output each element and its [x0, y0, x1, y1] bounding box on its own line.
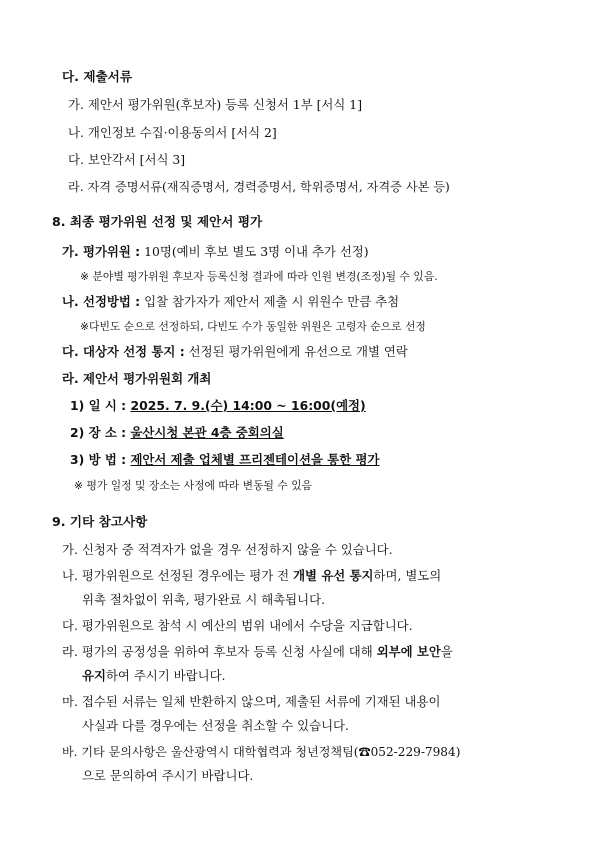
place-label: 2) 장 소 :: [70, 425, 127, 440]
note-na-text-a: 나. 평가위원으로 선정된 경우에는 평가 전: [62, 568, 294, 583]
note-na-text-c: 하며, 별도의: [373, 568, 442, 583]
notification-line: [62, 344, 408, 360]
note-ra-text-a: 라. 평가의 공정성을 위하여 후보자 등록 신청 사실에 대해: [62, 644, 377, 659]
note-ra-emphasis-2: 유지: [82, 668, 106, 683]
selection-method-line: [62, 294, 399, 310]
schedule-label: 1) 일 시 :: [70, 398, 127, 413]
note-na-emphasis: 개별 유선 통지: [293, 568, 374, 583]
section-9-title: 9. 기타 참고사항: [52, 514, 148, 529]
committee-title: 라. 제안서 평가위원회 개최: [62, 371, 212, 386]
method-label: 3) 방 법 :: [70, 452, 127, 467]
note-ba-line1: 바. 기타 문의사항은 울산광역시 대학협력과 청년정책팀(☎052-229-7984): [62, 745, 461, 759]
committee-note: ※ 평가 일정 및 장소는 사정에 따라 변동될 수 있음: [74, 479, 313, 492]
schedule-line: [70, 398, 366, 414]
submission-item-3: 다. 보안각서 [서식 3]: [68, 152, 186, 167]
note-ra-text-c: 을: [440, 644, 453, 659]
section-submission-title: 다. 제출서류: [62, 69, 132, 84]
note-na-line2: 위촉 절차없이 위촉, 평가완료 시 해촉됩니다.: [82, 592, 326, 607]
note-ba-line2: 으로 문의하여 주시기 바랍니다.: [82, 768, 254, 783]
note-ra-line1: [62, 644, 453, 660]
note-ma-line1: 마. 접수된 서류는 일체 반환하지 않으며, 제출된 서류에 기재된 내용이: [62, 694, 441, 709]
submission-item-1: 가. 제안서 평가위원(후보자) 등록 신청서 1부 [서식 1]: [68, 97, 363, 112]
method-line: [70, 452, 379, 468]
evaluator-note: ※ 분야별 평가위원 후보자 등록신청 결과에 따라 인원 변경(조정)될 수 있음.: [80, 270, 438, 283]
section-8-title: 8. 최종 평가위원 선정 및 제안서 평가: [52, 214, 263, 229]
selection-method-label: 나. 선정방법 :: [62, 294, 141, 309]
selection-method-note: ※다빈도 순으로 선정하되, 다빈도 수가 동일한 위원은 고령자 순으로 선정: [80, 320, 426, 333]
note-ra-emphasis: 외부에 보안: [376, 644, 441, 659]
note-ga: 가. 신청자 중 적격자가 없을 경우 선정하지 않을 수 있습니다.: [62, 542, 393, 557]
evaluator-text: 10명(예비 후보 별도 3명 이내 추가 선정): [140, 244, 369, 259]
submission-item-4: 라. 자격 증명서류(재직증명서, 경력증명서, 학위증명서, 자격증 사본 등): [68, 180, 450, 194]
note-ma-line2: 사실과 다를 경우에는 선정을 취소할 수 있습니다.: [82, 718, 349, 733]
note-ra-line2: [82, 668, 226, 684]
note-na-line1: [62, 568, 441, 584]
place-value: 울산시청 본관 4층 중회의실: [130, 425, 284, 440]
selection-method-text: 입찰 참가자가 제안서 제출 시 위원수 만큼 추첨: [140, 294, 400, 309]
method-value: 제안서 제출 업체별 프리젠테이션을 통한 평가: [130, 452, 380, 467]
submission-item-2: 나. 개인정보 수집·이용동의서 [서식 2]: [68, 125, 277, 140]
note-da: 다. 평가위원으로 참석 시 예산의 범위 내에서 수당을 지급합니다.: [62, 618, 413, 633]
notification-text: 선정된 평가위원에게 유선으로 개별 연락: [184, 344, 408, 359]
notification-label: 다. 대상자 선정 통지 :: [62, 344, 185, 359]
evaluator-line: [62, 244, 369, 260]
note-ra-text-d: 하여 주시기 바랍니다.: [105, 668, 226, 683]
schedule-value: 2025. 7. 9.(수) 14:00 ~ 16:00(예정): [130, 398, 366, 413]
place-line: [70, 425, 284, 441]
evaluator-label: 가. 평가위원 :: [62, 244, 141, 259]
